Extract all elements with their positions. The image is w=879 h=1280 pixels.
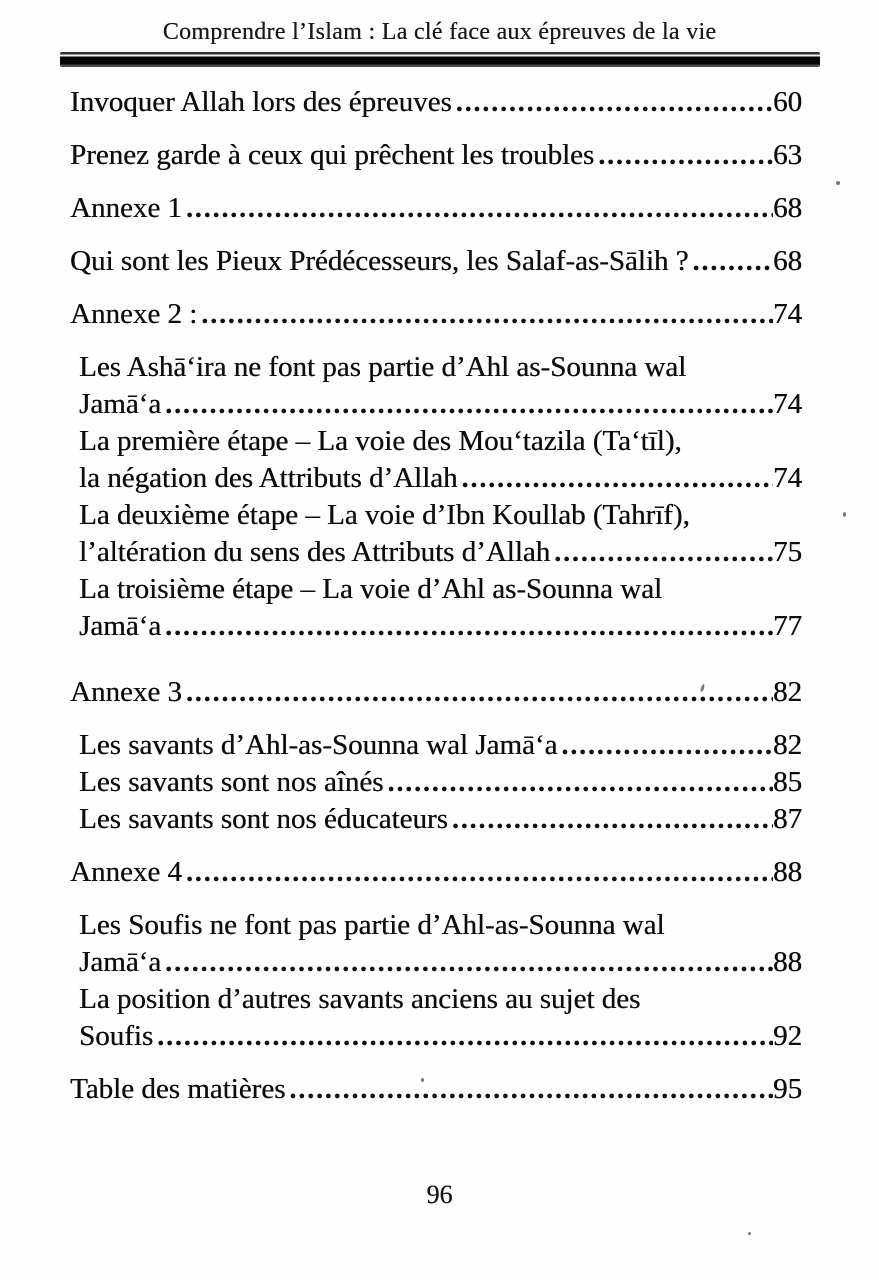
toc-entry-text: La première étape – La voie des Mou‘tazila (Ta‘tīl), <box>79 425 682 457</box>
toc-page-number: 85 <box>773 766 802 798</box>
toc-page-number: 95 <box>773 1073 802 1105</box>
dot-leader <box>285 1071 773 1108</box>
toc-entry <box>70 764 802 801</box>
toc-entry <box>70 137 802 174</box>
toc-entry-line <box>79 801 802 838</box>
toc-entry-line <box>70 854 802 891</box>
toc-entry <box>70 1071 802 1108</box>
toc-entry-text: Jamā‘a <box>79 946 162 978</box>
toc-entry-line <box>79 534 802 571</box>
toc-entry <box>70 423 802 497</box>
toc-entry-line <box>79 944 802 981</box>
dot-leader <box>182 854 773 891</box>
toc-entry-text: Annexe 3 <box>70 676 182 708</box>
toc-entry <box>70 497 802 571</box>
toc-entry-text: Invoquer Allah lors des épreuves <box>70 86 452 118</box>
toc-entry-text: Les savants d’Ahl-as-Sounna wal Jamā‘a <box>79 729 558 761</box>
dot-leader <box>689 243 773 280</box>
toc-entry <box>70 349 802 423</box>
dot-leader <box>182 674 773 711</box>
toc-entry-line <box>70 84 802 121</box>
toc-entry-text: La position d’autres savants anciens au sujet des <box>79 983 641 1015</box>
toc-page-number: 68 <box>773 192 802 224</box>
toc-entry-line <box>79 571 802 608</box>
toc-page-number: 75 <box>773 536 802 568</box>
toc-entry-line <box>79 349 802 386</box>
toc-entry <box>70 243 802 280</box>
toc-entry <box>70 674 802 711</box>
dot-leader <box>458 460 773 497</box>
toc-entry <box>70 190 802 227</box>
dot-leader <box>594 137 773 174</box>
toc-entry <box>70 571 802 645</box>
dot-leader <box>197 296 773 333</box>
toc-entry-line <box>79 1018 802 1055</box>
toc-entry-line <box>79 423 802 460</box>
toc-entry-text: Les savants sont nos éducateurs <box>79 803 448 835</box>
toc-page-number: 77 <box>773 610 802 642</box>
toc-entry-line <box>79 608 802 645</box>
toc-page-number: 74 <box>773 388 802 420</box>
toc-entry-line <box>79 497 802 534</box>
toc-page-number: 60 <box>773 86 802 118</box>
toc-entry-line <box>79 981 802 1018</box>
folio-page-number: 96 <box>426 1180 453 1209</box>
running-header-title: Comprendre l’Islam : La clé face aux épreuves de la vie <box>162 19 717 45</box>
dot-leader <box>452 84 773 121</box>
dot-leader <box>550 534 773 571</box>
toc-page-number: 82 <box>773 676 802 708</box>
dot-leader <box>557 727 773 764</box>
toc-entry-text: La deuxième étape – La voie d’Ibn Koullab (Tahrīf), <box>79 499 690 531</box>
dot-leader <box>383 764 773 801</box>
toc-entry-text: Jamā‘a <box>79 610 162 642</box>
dot-leader <box>161 608 773 645</box>
toc-entry-text: la négation des Attributs d’Allah <box>79 462 458 494</box>
toc-entry-line <box>70 243 802 280</box>
toc-entry <box>70 801 802 838</box>
toc-page-number: 63 <box>773 139 802 171</box>
toc-entry-line <box>70 1071 802 1108</box>
dot-leader <box>153 1018 773 1055</box>
toc-entry-text: Annexe 2 : <box>70 298 198 330</box>
toc-entry-line <box>70 296 802 333</box>
toc-entry <box>70 854 802 891</box>
toc-entry-text: Prenez garde à ceux qui prêchent les troubles <box>70 139 595 171</box>
toc-page-number: 87 <box>773 803 802 835</box>
toc-page-number: 74 <box>773 462 802 494</box>
scan-speck <box>748 1232 751 1235</box>
toc-entry-line <box>70 137 802 174</box>
toc-entry-line <box>79 727 802 764</box>
toc-entry-text: Les Soufis ne font pas partie d’Ahl-as-Sounna wal <box>79 909 665 941</box>
toc-entry-text: Table des matières <box>70 1073 286 1105</box>
toc-entry-text: Annexe 4 <box>70 856 182 888</box>
toc-page-number: 68 <box>773 245 802 277</box>
toc-page-number: 88 <box>773 856 802 888</box>
toc-entry <box>70 907 802 981</box>
toc-entry-line <box>70 190 802 227</box>
toc-entry-text: Jamā‘a <box>79 388 162 420</box>
toc-entry-text: La troisième étape – La voie d’Ahl as-Sounna wal <box>79 573 663 605</box>
toc <box>70 84 802 1108</box>
toc-entry <box>70 727 802 764</box>
toc-entry-text: Annexe 1 <box>70 192 182 224</box>
scan-speck <box>843 512 846 517</box>
toc-entry-line <box>79 907 802 944</box>
toc-entry-text: Les savants sont nos aînés <box>79 766 384 798</box>
toc-entry-line <box>79 460 802 497</box>
toc-entry-line <box>79 386 802 423</box>
toc-entry-text: Soufis <box>79 1020 154 1052</box>
toc-entry-line <box>79 764 802 801</box>
dot-leader <box>448 801 773 838</box>
scan-speck <box>836 181 840 185</box>
dot-leader <box>182 190 773 227</box>
dot-leader <box>161 386 773 423</box>
toc-entry-text: Les Ashā‘ira ne font pas partie d’Ahl as-Sounna wal <box>79 351 687 383</box>
toc-entry <box>70 981 802 1055</box>
toc-page-number: 82 <box>773 729 802 761</box>
scan-speck <box>421 1078 424 1082</box>
toc-page-number: 74 <box>773 298 802 330</box>
toc-entry <box>70 296 802 333</box>
header-double-rule <box>60 52 820 67</box>
toc-page-number: 92 <box>773 1020 802 1052</box>
toc-entry-text: Qui sont les Pieux Prédécesseurs, les Salaf-as-Sālih ? <box>70 245 689 277</box>
toc-entry-line <box>70 674 802 711</box>
dot-leader <box>161 944 773 981</box>
toc-entry <box>70 84 802 121</box>
toc-entry-text: l’altération du sens des Attributs d’Allah <box>79 536 551 568</box>
toc-page-number: 88 <box>773 946 802 978</box>
